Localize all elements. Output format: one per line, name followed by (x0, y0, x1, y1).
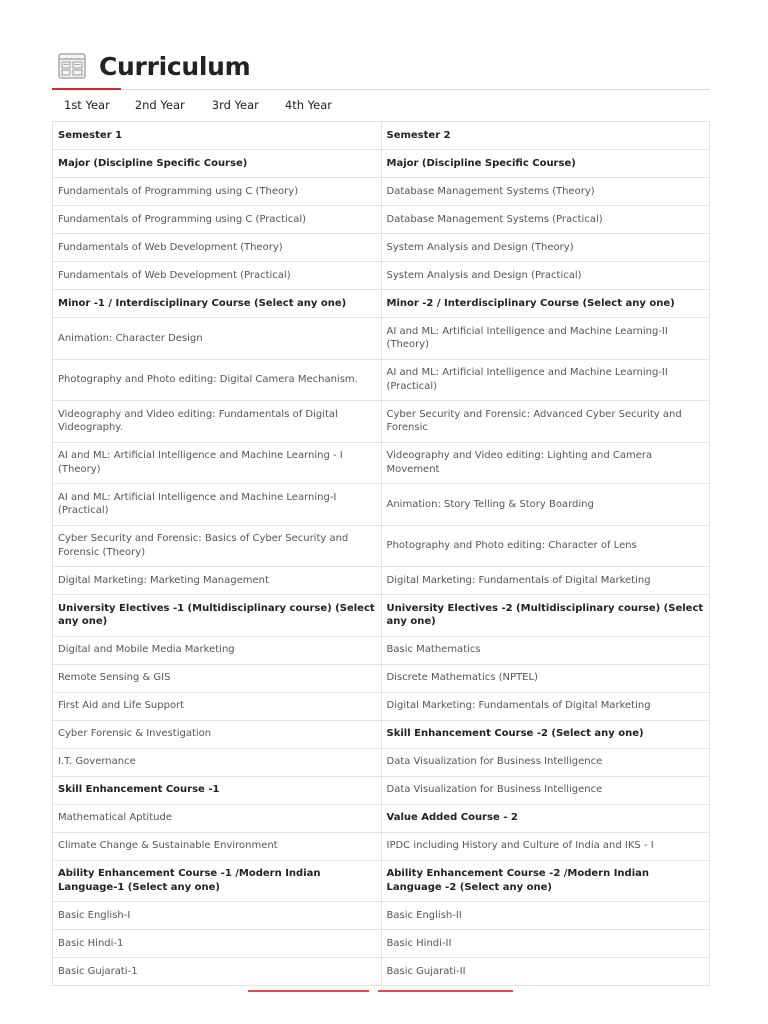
table-row (53, 804, 710, 832)
semester-2-cell: Data Visualization for Business Intelligence (381, 748, 710, 776)
semester-2-cell: Basic Hindi-II (381, 930, 710, 958)
semester-1-cell: Minor -1 / Interdisciplinary Course (Select any one) (53, 290, 382, 318)
semester-2-cell: Cyber Security and Forensic: Advanced Cyber Security and Forensic (381, 401, 710, 443)
table-row (53, 664, 710, 692)
semester-1-cell: AI and ML: Artificial Intelligence and Machine Learning-I (Practical) (53, 484, 382, 526)
table-row (53, 692, 710, 720)
tab-4th-year[interactable]: 4th Year (284, 98, 333, 112)
semester-2-cell: AI and ML: Artificial Intelligence and Machine Learning-II (Practical) (381, 359, 710, 401)
table-row (53, 930, 710, 958)
semester-2-cell: Digital Marketing: Fundamentals of Digital Marketing (381, 692, 710, 720)
semester-2-cell: AI and ML: Artificial Intelligence and Machine Learning-II (Theory) (381, 318, 710, 360)
semester-2-cell: Photography and Photo editing: Character of Lens (381, 525, 710, 567)
active-tab-indicator (52, 88, 121, 90)
table-row (53, 290, 710, 318)
table-row (53, 636, 710, 664)
table-row (53, 359, 710, 401)
table-row (53, 525, 710, 567)
semester-1-cell: Ability Enhancement Course -1 /Modern Indian Language-1 (Select any one) (53, 860, 382, 902)
semester-1-cell: Mathematical Aptitude (53, 804, 382, 832)
tab-1st-year[interactable]: 1st Year (64, 98, 110, 112)
semester-1-cell: Fundamentals of Programming using C (Theory) (53, 178, 382, 206)
semester-1-cell: Photography and Photo editing: Digital Camera Mechanism. (53, 359, 382, 401)
table-row (53, 832, 710, 860)
year-tabs (52, 94, 332, 116)
semester-2-cell: University Electives -2 (Multidisciplinary course) (Select any one) (381, 595, 710, 637)
semester-2-cell: Basic English-II (381, 902, 710, 930)
semester-1-cell: Fundamentals of Web Development (Practical) (53, 262, 382, 290)
table-row (53, 318, 710, 360)
page-title: Curriculum (99, 51, 251, 81)
semester-2-cell: Skill Enhancement Course -2 (Select any one) (381, 720, 710, 748)
semester-2-cell: Value Added Course - 2 (381, 804, 710, 832)
syllabus-grid-icon (58, 52, 86, 80)
semester-2-cell: IPDC including History and Culture of India and IKS - I (381, 832, 710, 860)
semester-1-cell: AI and ML: Artificial Intelligence and Machine Learning - I (Theory) (53, 442, 382, 484)
pagination-indicator-2 (378, 990, 513, 992)
semester-2-cell: Database Management Systems (Theory) (381, 178, 710, 206)
table-row (53, 178, 710, 206)
table-row (53, 902, 710, 930)
table-row (53, 234, 710, 262)
table-row (53, 484, 710, 526)
semester-1-cell: Basic Hindi-1 (53, 930, 382, 958)
semester-1-cell: Climate Change & Sustainable Environment (53, 832, 382, 860)
table-header-row (53, 122, 710, 150)
semester-1-cell: Cyber Security and Forensic: Basics of Cyber Security and Forensic (Theory) (53, 525, 382, 567)
table-row (53, 860, 710, 902)
semester-1-cell: Videography and Video editing: Fundamentals of Digital Videography. (53, 401, 382, 443)
table-row (53, 442, 710, 484)
semester-1-cell: Major (Discipline Specific Course) (53, 150, 382, 178)
table-row (53, 262, 710, 290)
semester-1-cell: Fundamentals of Web Development (Theory) (53, 234, 382, 262)
table-body (53, 150, 710, 986)
table-row (53, 150, 710, 178)
semester-2-cell: Basic Gujarati-II (381, 958, 710, 986)
curriculum-table (52, 121, 710, 986)
semester-1-cell: Fundamentals of Programming using C (Practical) (53, 206, 382, 234)
table-row (53, 401, 710, 443)
page-header (58, 48, 250, 84)
semester-1-cell: Remote Sensing & GIS (53, 664, 382, 692)
table-row (53, 595, 710, 637)
pagination-indicator-1 (248, 990, 369, 992)
table-row (53, 206, 710, 234)
semester-1-cell: Basic Gujarati-1 (53, 958, 382, 986)
semester-1-cell: I.T. Governance (53, 748, 382, 776)
semester-2-cell: Database Management Systems (Practical) (381, 206, 710, 234)
semester-1-cell: University Electives -1 (Multidisciplinary course) (Select any one) (53, 595, 382, 637)
table-row (53, 748, 710, 776)
semester-1-cell: Animation: Character Design (53, 318, 382, 360)
table-row (53, 776, 710, 804)
semester-2-cell: Data Visualization for Business Intelligence (381, 776, 710, 804)
tab-2nd-year[interactable]: 2nd Year (134, 98, 185, 112)
table-row (53, 958, 710, 986)
semester-2-cell: Basic Mathematics (381, 636, 710, 664)
tab-3rd-year[interactable]: 3rd Year (211, 98, 259, 112)
semester-2-cell: Digital Marketing: Fundamentals of Digital Marketing (381, 567, 710, 595)
header-divider (52, 89, 710, 90)
column-header-semester-2: Semester 2 (381, 122, 710, 150)
semester-2-cell: System Analysis and Design (Practical) (381, 262, 710, 290)
semester-2-cell: Discrete Mathematics (NPTEL) (381, 664, 710, 692)
table-row (53, 567, 710, 595)
semester-2-cell: Minor -2 / Interdisciplinary Course (Select any one) (381, 290, 710, 318)
semester-2-cell: System Analysis and Design (Theory) (381, 234, 710, 262)
semester-2-cell: Videography and Video editing: Lighting and Camera Movement (381, 442, 710, 484)
semester-1-cell: First Aid and Life Support (53, 692, 382, 720)
semester-2-cell: Animation: Story Telling & Story Boarding (381, 484, 710, 526)
semester-2-cell: Major (Discipline Specific Course) (381, 150, 710, 178)
semester-1-cell: Digital and Mobile Media Marketing (53, 636, 382, 664)
semester-2-cell: Ability Enhancement Course -2 /Modern Indian Language -2 (Select any one) (381, 860, 710, 902)
column-header-semester-1: Semester 1 (53, 122, 382, 150)
semester-1-cell: Cyber Forensic & Investigation (53, 720, 382, 748)
semester-1-cell: Skill Enhancement Course -1 (53, 776, 382, 804)
table-row (53, 720, 710, 748)
semester-1-cell: Basic English-I (53, 902, 382, 930)
semester-1-cell: Digital Marketing: Marketing Management (53, 567, 382, 595)
